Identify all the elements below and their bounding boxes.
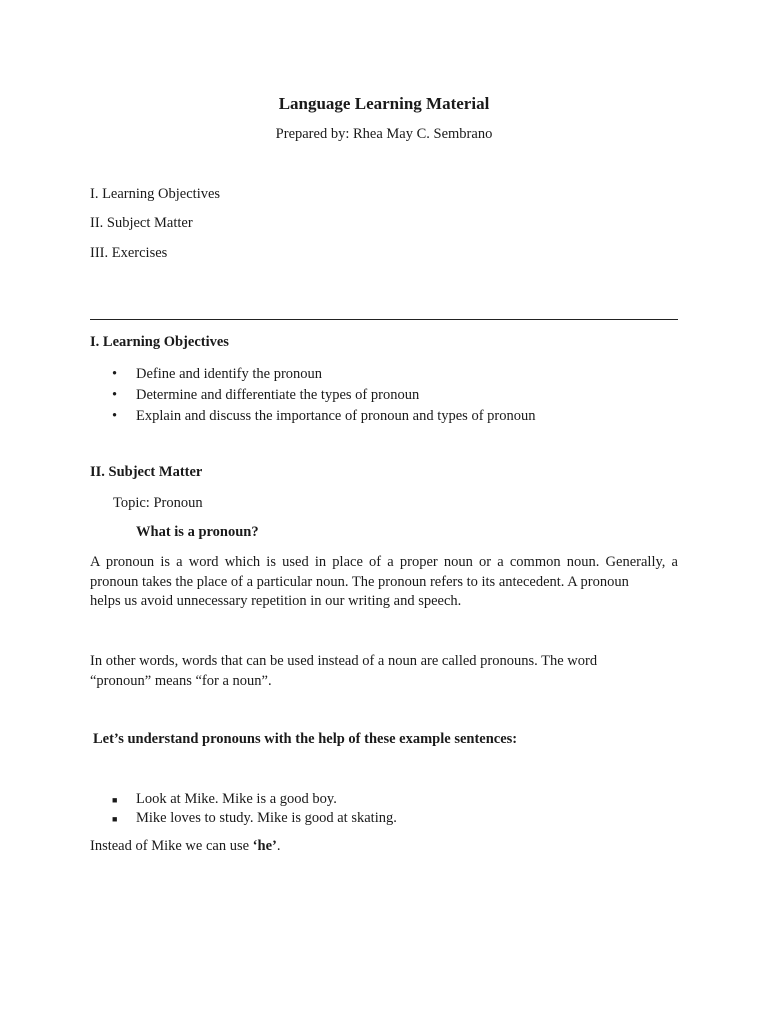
paragraph-text: In other words, words that can be used instead of a noun are called pronouns. The word bbox=[90, 653, 598, 669]
paragraph-last-line: “pronoun” means “for a noun”. bbox=[90, 672, 272, 689]
topic-line: Topic: Pronoun bbox=[113, 495, 203, 511]
objective-text: Explain and discuss the importance of pronoun and types of pronoun bbox=[136, 408, 536, 424]
conclusion-line bbox=[90, 838, 280, 855]
examples-heading: Let’s understand pronouns with the help of these example sentences: bbox=[93, 731, 518, 747]
pronoun-highlight: ‘he’ bbox=[252, 838, 277, 854]
list-item bbox=[90, 385, 535, 406]
example-text: Look at Mike. Mike is a good boy. bbox=[136, 791, 337, 807]
objective-text: Determine and differentiate the types of pronoun bbox=[136, 387, 420, 403]
example-text: Mike loves to study. Mike is good at skating. bbox=[136, 809, 397, 826]
toc-item: II. Subject Matter bbox=[90, 215, 193, 231]
objectives-heading: I. Learning Objectives bbox=[90, 334, 229, 350]
toc-item: I. Learning Objectives bbox=[90, 186, 221, 202]
objectives-list bbox=[90, 364, 535, 427]
bullet-dot-icon: • bbox=[112, 366, 118, 382]
definition-paragraph bbox=[90, 553, 678, 612]
toc-item: III. Exercises bbox=[90, 245, 168, 261]
list-item bbox=[90, 790, 397, 809]
subject-heading: II. Subject Matter bbox=[90, 464, 203, 480]
explanation-paragraph bbox=[90, 652, 678, 691]
bullet-dot-icon: • bbox=[112, 408, 118, 424]
bullet-dot-icon: • bbox=[112, 387, 118, 403]
document-title: Language Learning Material bbox=[278, 94, 490, 113]
examples-list bbox=[90, 790, 397, 827]
horizontal-divider bbox=[90, 319, 678, 320]
question-heading: What is a pronoun? bbox=[136, 524, 259, 540]
list-item bbox=[90, 406, 535, 427]
author-line: Prepared by: Rhea May C. Sembrano bbox=[275, 126, 493, 142]
objective-text: Define and identify the pronoun bbox=[136, 366, 323, 382]
square-bullet-icon: ■ bbox=[112, 813, 118, 824]
conclusion-period: . bbox=[276, 838, 281, 854]
list-item bbox=[90, 809, 397, 828]
square-bullet-icon: ■ bbox=[112, 795, 118, 805]
conclusion-text: Instead of Mike we can use bbox=[90, 838, 253, 854]
list-item bbox=[90, 364, 535, 385]
paragraph-text: A pronoun is a word which is used in place of a proper noun or a common noun. Generally, a pronoun takes the place of a particular noun. The pronoun refers to its antecedent. A pronoun bbox=[90, 554, 678, 590]
paragraph-last-line: helps us avoid unnecessary repetition in our writing and speech. bbox=[90, 593, 462, 609]
